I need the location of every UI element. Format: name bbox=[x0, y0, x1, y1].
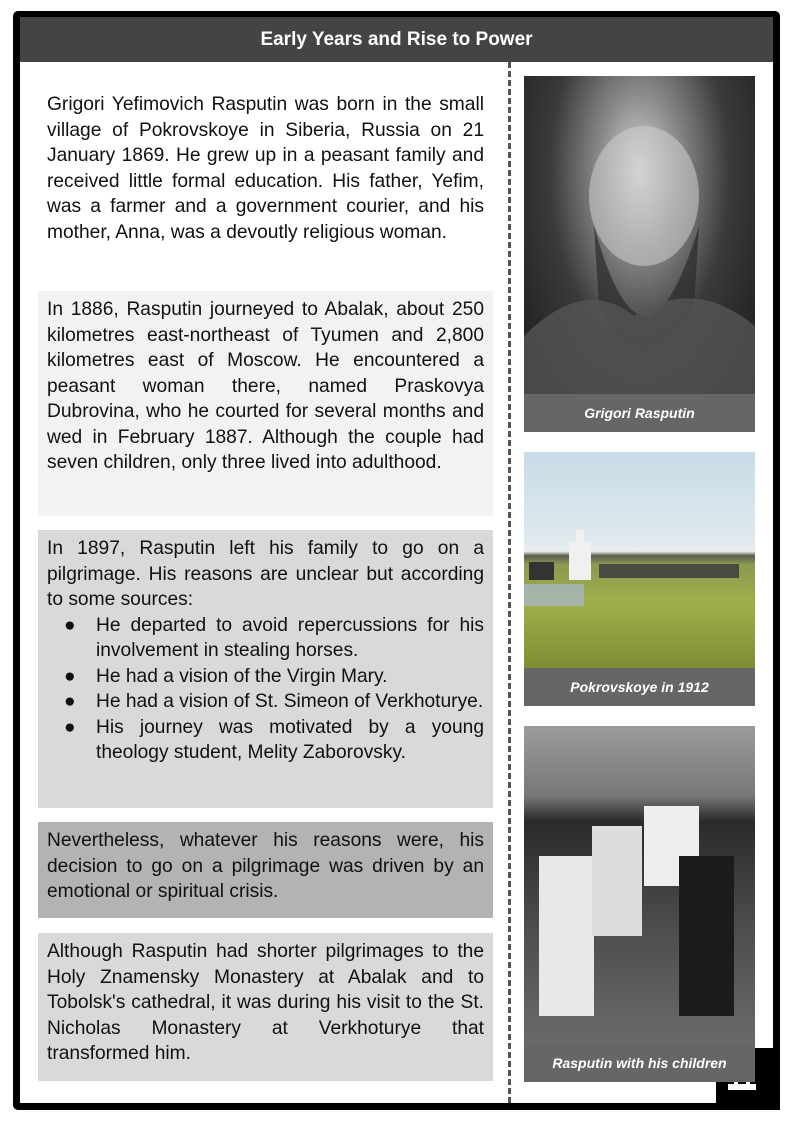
list-item bbox=[47, 689, 484, 715]
list-item bbox=[47, 613, 484, 664]
paragraph-pilgrimage-intro: In 1897, Rasputin left his family to go on a pilgrimage. His reasons are unclear but according to some sources: bbox=[47, 538, 484, 610]
page-title: Early Years and Rise to Power bbox=[260, 28, 533, 50]
list-item bbox=[47, 664, 484, 690]
bullet-icon: ● bbox=[64, 614, 76, 636]
list-item bbox=[47, 715, 484, 766]
photo-caption bbox=[524, 1044, 755, 1082]
paragraph-birth: Grigori Yefimovich Rasputin was born in the small village of Pokrovskoye in Siberia, Russia on 21 January 1869. He grew up in a peasant family and received little formal education. His father, Yefim, was a farmer and a government courier, and his mother, Anna, was a devoutly religious woman. bbox=[47, 94, 484, 243]
list-item-text: He had a vision of St. Simeon of Verkhoturye. bbox=[96, 691, 484, 712]
portrait-illustration bbox=[524, 76, 755, 394]
family-illustration bbox=[524, 726, 755, 1044]
photo-caption bbox=[524, 668, 755, 706]
photo-grigori-rasputin bbox=[524, 76, 755, 394]
list-item-text: His journey was motivated by a young theology student, Melity Zaborovsky. bbox=[96, 716, 484, 763]
text-block-pilgrimage bbox=[38, 530, 493, 808]
page-title-bar bbox=[20, 17, 773, 62]
caption-text: Rasputin with his children bbox=[552, 1055, 727, 1071]
village-illustration bbox=[524, 452, 755, 668]
photo-pokrovskoye bbox=[524, 452, 755, 668]
text-block-transformation bbox=[38, 933, 493, 1081]
reasons-list bbox=[47, 613, 484, 766]
list-item-text: He had a vision of the Virgin Mary. bbox=[96, 665, 388, 687]
list-item-text: He departed to avoid repercussions for his involvement in stealing horses. bbox=[96, 614, 484, 661]
text-block-crisis bbox=[38, 822, 493, 918]
paragraph-marriage: In 1886, Rasputin journeyed to Abalak, about 250 kilometres east-northeast of Tyumen and 2,800 kilometres east of Moscow. He encountered a peasant woman there, named Praskovya Dubrovina, who he courted for several months and wed in February 1887. Although the couple had seven children, only three lived into adulthood. bbox=[47, 299, 484, 473]
bullet-icon: ● bbox=[64, 691, 76, 712]
paragraph-crisis: Nevertheless, whatever his reasons were, his decision to go on a pilgrimage was driven by an emotional or spiritual crisis. bbox=[47, 830, 484, 902]
text-block-birth bbox=[38, 86, 493, 251]
bullet-icon: ● bbox=[64, 665, 76, 687]
text-block-marriage bbox=[38, 291, 493, 516]
bullet-icon: ● bbox=[64, 716, 76, 738]
column-divider bbox=[508, 62, 511, 1103]
caption-text: Pokrovskoye in 1912 bbox=[570, 679, 709, 695]
paragraph-transformation: Although Rasputin had shorter pilgrimages to the Holy Znamensky Monastery at Abalak and to Tobolsk's cathedral, it was during his visit to the St. Nicholas Monastery at Verkhoturye that transformed him. bbox=[47, 941, 484, 1064]
caption-text: Grigori Rasputin bbox=[584, 405, 695, 421]
photo-caption bbox=[524, 394, 755, 432]
photo-rasputin-children bbox=[524, 726, 755, 1044]
